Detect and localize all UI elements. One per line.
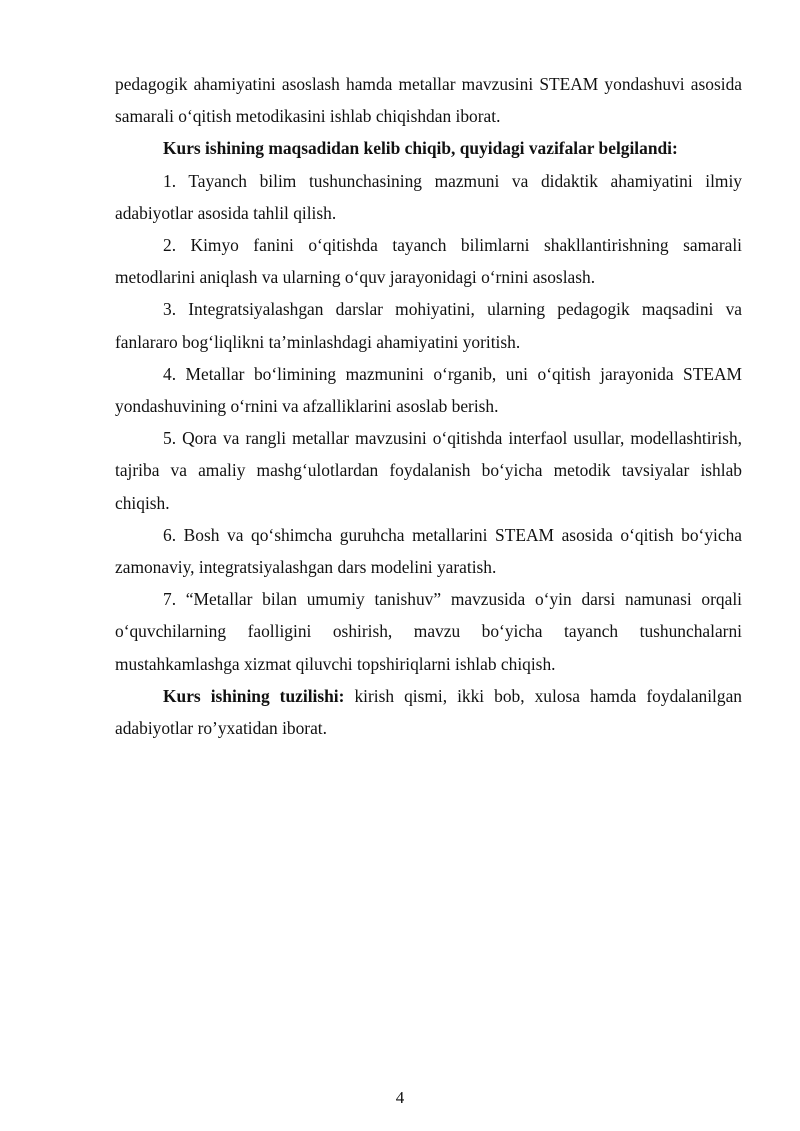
- task-item-4: 4. Metallar bo‘limining mazmunini o‘rganib, uni o‘qitish jarayonida STEAM yondashuvining o‘rnini va afzalliklarini asoslab berish.: [115, 363, 742, 417]
- task-item-6: 6. Bosh va qo‘shimcha guruhcha metallarini STEAM asosida o‘qitish bo‘yicha zamonaviy, integratsiyalashgan dars modelini yaratish.: [115, 524, 742, 578]
- structure-text: kirish qismi, ikki bob, xulosa hamda foydalanilgan adabiyotlar ro’yxatidan iborat.: [115, 685, 743, 739]
- task-item-7: 7. “Metallar bilan umumiy tanishuv” mavzusida o‘yin darsi namunasi orqali o‘quvchilarning faolligini oshirish, mavzu bo‘yicha tayanch tushunchalarni mustahkamlashga xizmat qiluvchi topshiriqlarni ishlab chiqish.: [115, 589, 742, 674]
- task-item-3: 3. Integratsiyalashgan darslar mohiyatini, ularning pedagogik maqsadini va fanlararo bog‘liqlikni ta’minlashdagi ahamiyatini yoritish.: [115, 299, 742, 352]
- task-item-5: 5. Qora va rangli metallar mavzusini o‘qitishda interfaol usullar, modellashtirish, tajriba va amaliy mashg‘ulotlardan foydalanish bo‘yicha metodik tavsiyalar ishlab chiqish.: [115, 428, 742, 513]
- intro-continuation: pedagogik ahamiyatini asoslash hamda metallar mavzusini STEAM yondashuvi asosida samarali o‘qitish metodikasini ishlab chiqishdan iborat.: [115, 74, 742, 127]
- document-body: [115, 68, 742, 744]
- task-item-2: 2. Kimyo fanini o‘qitishda tayanch bilimlarni shakllantirishning samarali metodlarini aniqlash va ularning o‘quv jarayonidagi o‘rnini asoslash.: [115, 235, 742, 288]
- structure-label: Kurs ishining tuzilishi:: [163, 685, 345, 706]
- structure-paragraph: [115, 680, 742, 744]
- page-number: 4: [395, 1088, 405, 1107]
- tasks-heading: Kurs ishining maqsadidan kelib chiqib, quyidagi vazifalar belgilandi:: [163, 138, 678, 159]
- task-item-1: 1. Tayanch bilim tushunchasining mazmuni va didaktik ahamiyatini ilmiy adabiyotlar asosida tahlil qilish.: [115, 170, 742, 223]
